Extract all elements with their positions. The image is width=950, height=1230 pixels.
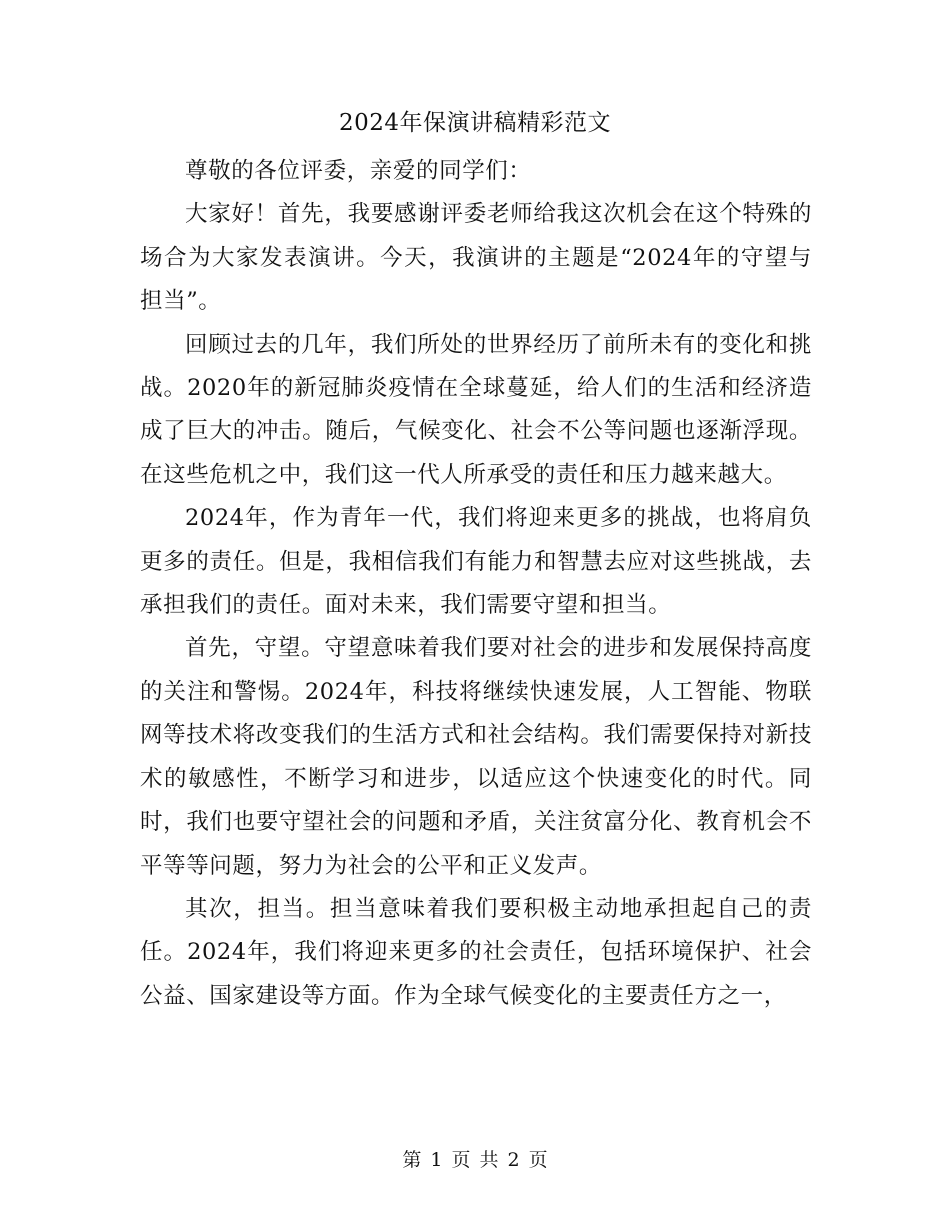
- paragraph-salutation: 尊敬的各位评委，亲爱的同学们：: [185, 158, 532, 184]
- paragraph-review: 回顾过去的几年，我们所处的世界经历了前所未有的变化和挑战。2020年的新冠肺炎疫情在全球蔓延，给人们的生活和经济造成了巨大的冲击。随后，气候变化、社会不公等问题也逐渐浮现。在这些危机之中，我们这一代人所承受的责任和压力越来越大。: [140, 331, 812, 488]
- paragraph-watching: 首先，守望。守望意味着我们要对社会的进步和发展保持高度的关注和警惕。2024年，科技将继续快速发展，人工智能、物联网等技术将改变我们的生活方式和社会结构。我们需要保持对新技术的敏感性，不断学习和进步，以适应这个快速变化的时代。同时，我们也要守望社会的问题和矛盾，关注贫富分化、教育机会不平等等问题，努力为社会的公平和正义发声。: [140, 635, 812, 879]
- document-body: [140, 150, 812, 1018]
- document-title: 2024年保演讲稿精彩范文: [338, 110, 612, 136]
- paragraph-responsibility: 其次，担当。担当意味着我们要积极主动地承担起自己的责任。2024年，我们将迎来更多的社会责任，包括环境保护、社会公益、国家建设等方面。作为全球气候变化的主要责任方之一，: [140, 895, 812, 1009]
- paragraph-2024-challenges: 2024年，作为青年一代，我们将迎来更多的挑战，也将肩负更多的责任。但是，我相信我们有能力和智慧去应对这些挑战，去承担我们的责任。面对未来，我们需要守望和担当。: [140, 505, 812, 619]
- page-number-footer: 第 1 页 共 2 页: [402, 1149, 548, 1171]
- paragraph-greeting: 大家好！首先，我要感谢评委老师给我这次机会在这个特殊的场合为大家发表演讲。今天，我演讲的主题是“2024年的守望与担当”。: [140, 201, 812, 315]
